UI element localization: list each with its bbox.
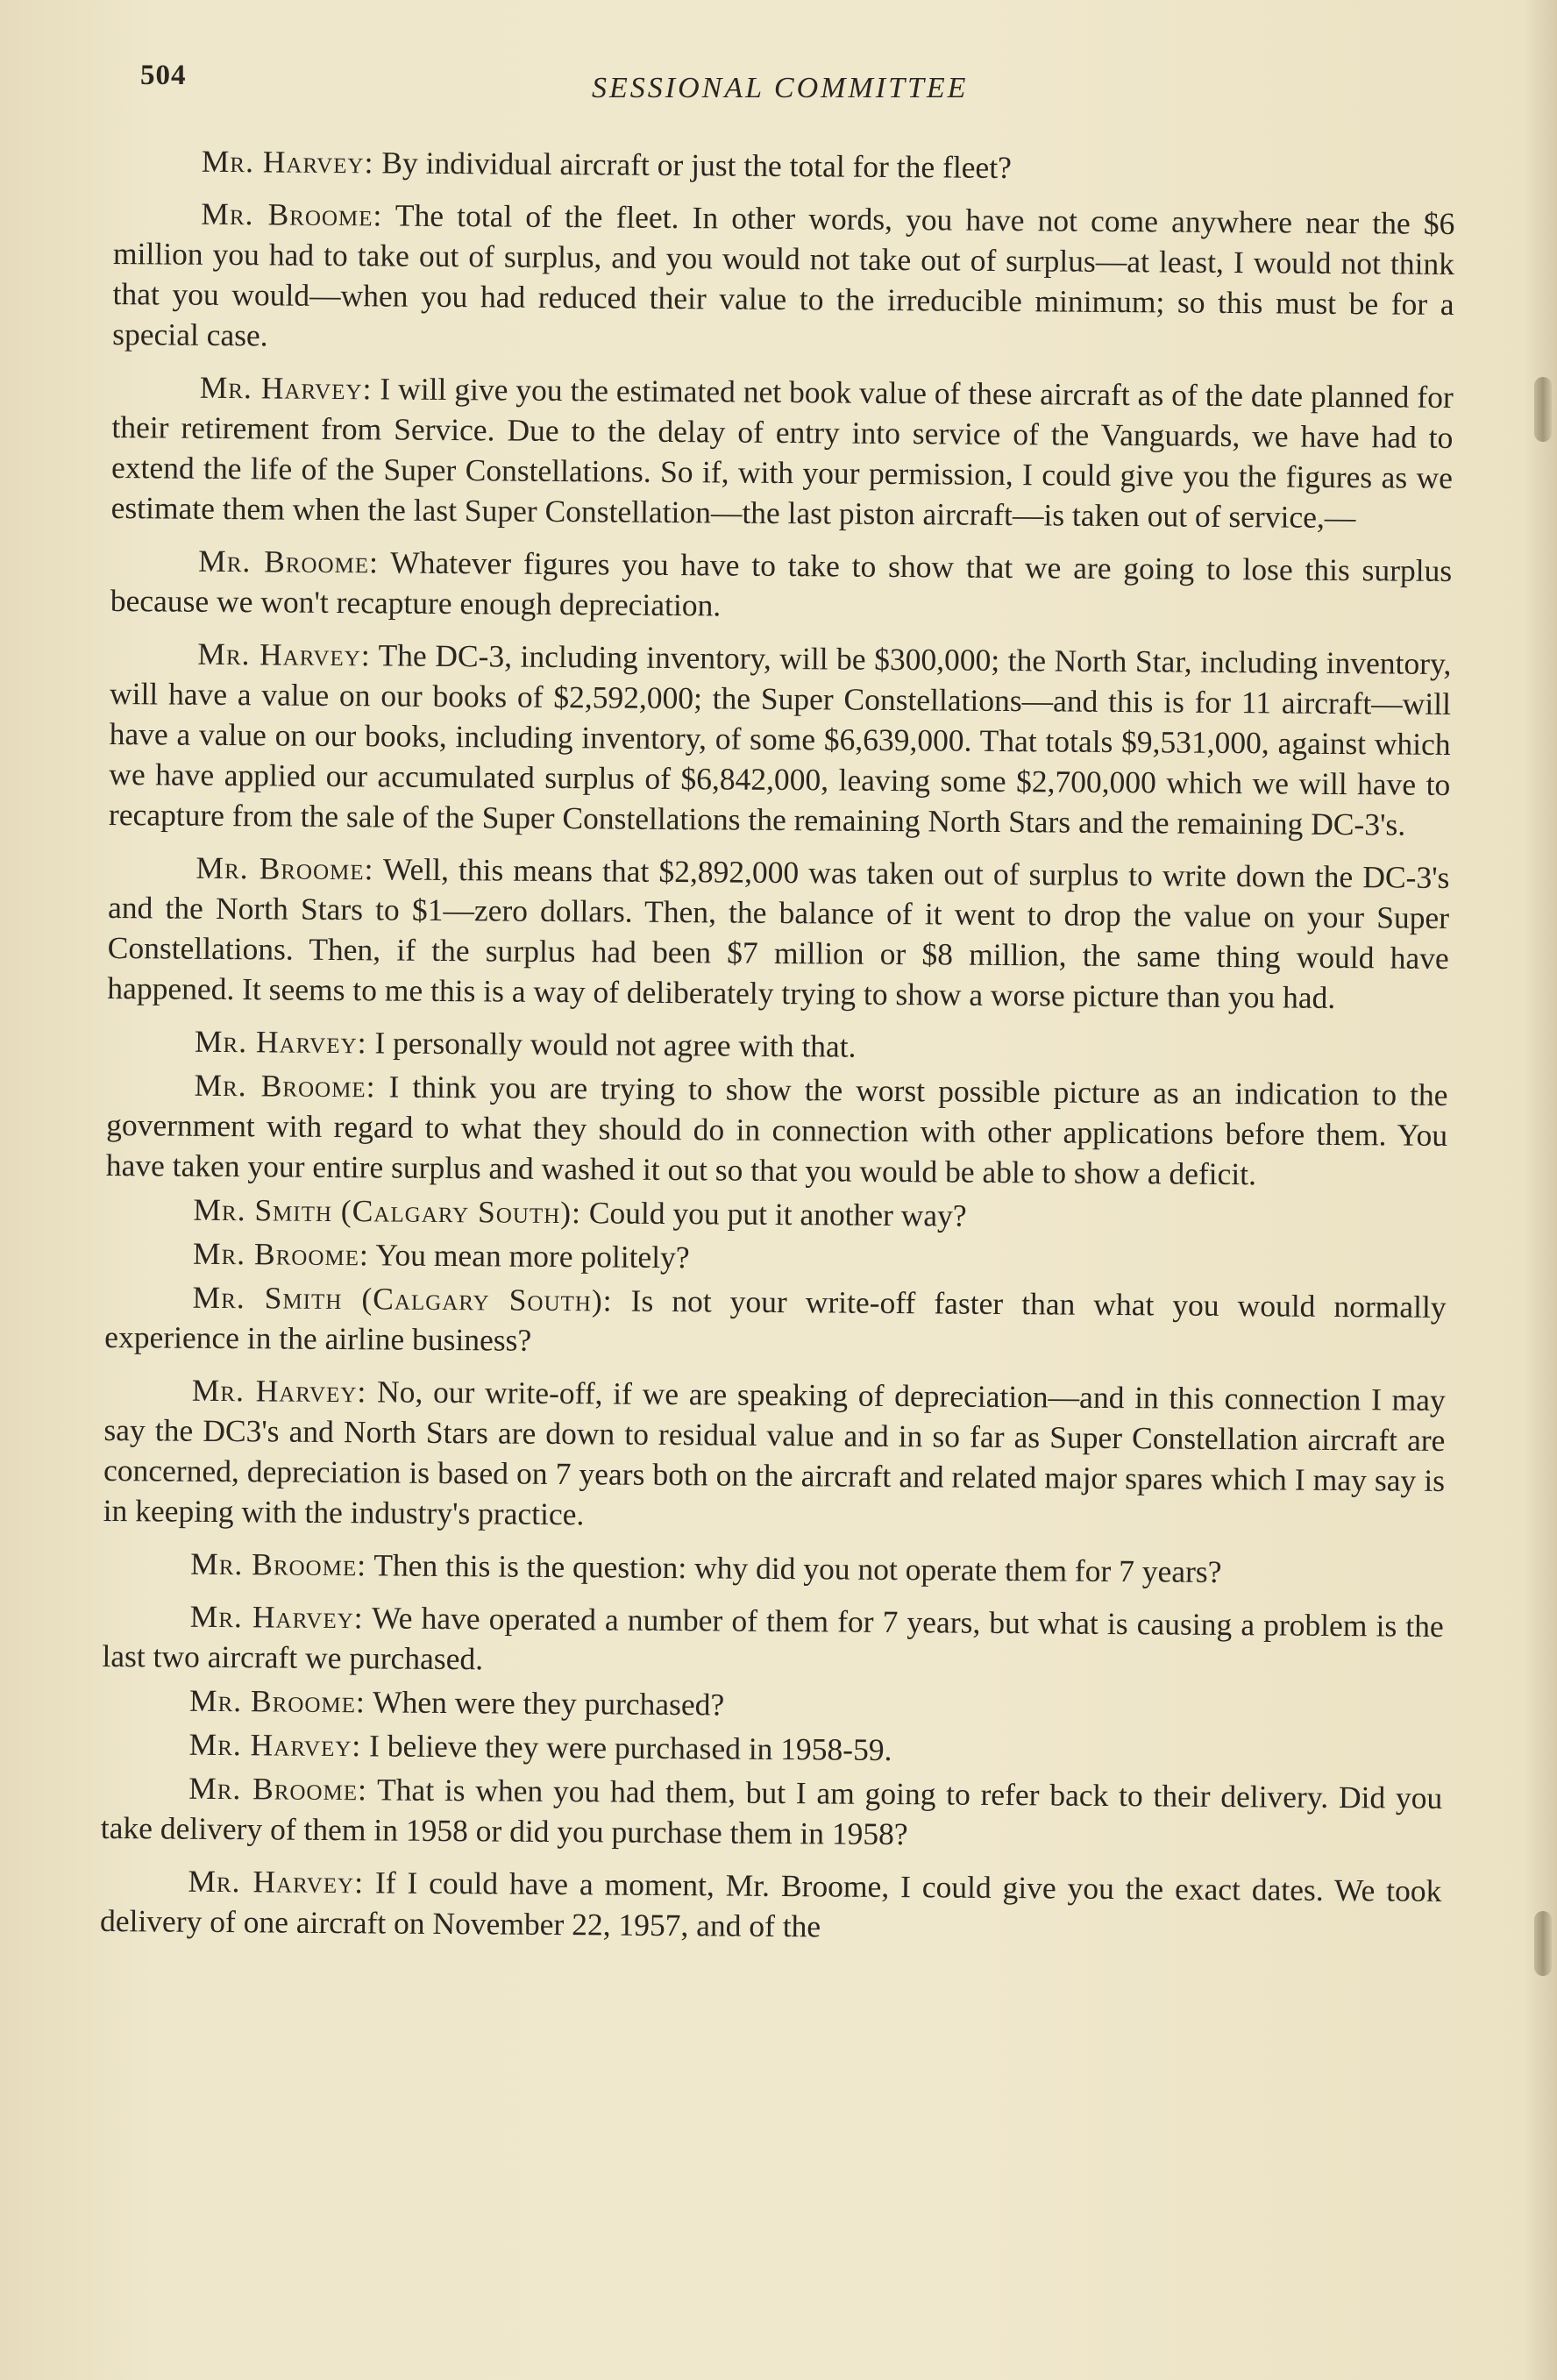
transcript-paragraph — [112, 193, 1454, 365]
paragraph-text: Then this is the question: why did you not operate them for 7 years? — [373, 1547, 1222, 1589]
paragraph-text: Could you put it another way? — [588, 1195, 967, 1233]
transcript-paragraph — [105, 1189, 1447, 1240]
speaker-name: Mr. Broome: — [201, 195, 383, 233]
paragraph-text: The DC-3, including inventory, will be $300,000; the North Star, including inventory, will have a value on our books of $2,592,000; the Super Constellations—and this is for 11 aircraft—will have a value on our books, including inventory, of some $6,639,000. That totals $9,531,000, against which we have applied our accumulated surplus of $6,842,000, leaving some $2,700,000 which we will have to recapture from the sale of the Super Constellations the remaining North Stars and the remaining DC-3's. — [108, 637, 1452, 842]
transcript-paragraph — [105, 1233, 1447, 1283]
speaker-name: Mr. Harvey: — [199, 369, 373, 407]
transcript-paragraph — [102, 1680, 1443, 1730]
paragraph-text: No, our write-off, if we are speaking of depreciation—and in this connection I may say the DC3's and North Stars are down to residual value and in so far as Super Constellation aircraft are concerned, depreciation is based on 7 years both on the aircraft and related major spares which I may say is in keeping with the industry's practice. — [103, 1374, 1446, 1532]
speaker-name: Mr. Broome: — [196, 849, 374, 887]
transcript-paragraph — [111, 366, 1454, 538]
speaker-name: Mr. Harvey: — [188, 1863, 365, 1900]
paragraph-text: I think you are trying to show the worst possible picture as an indication to the government with regard to what they should do in connection with other applications before them. You have taken your entire surplus and washed it out so that you would be able to show a deficit. — [105, 1069, 1448, 1192]
transcript-paragraph — [109, 633, 1452, 845]
speaker-name: Mr. Harvey: — [188, 1726, 362, 1764]
paragraph-text: If I could have a moment, Mr. Broome, I could give you the exact dates. We took delivery of one aircraft on November 22, 1957, and of the — [99, 1865, 1442, 1944]
transcript-paragraph — [101, 1767, 1443, 1858]
transcript-body — [100, 140, 1455, 1964]
running-head: SESSIONAL COMMITTEE — [592, 72, 969, 104]
speaker-name: Mr. Smith (Calgary South): — [193, 1191, 582, 1231]
transcript-paragraph — [106, 1064, 1448, 1196]
page-header — [140, 60, 1473, 112]
speaker-name: Mr. Harvey: — [201, 143, 374, 181]
speaker-name: Mr. Harvey: — [189, 1598, 364, 1636]
paragraph-text: Whatever figures you have to take to show that we are going to lose this surplus because we won't recapture enough depreciation. — [110, 544, 1453, 623]
speaker-name: Mr. Smith (Calgary South): — [192, 1279, 613, 1318]
paragraph-text: I believe they were purchased in 1958-59. — [368, 1728, 892, 1768]
binding-edge-shadow — [1524, 0, 1557, 2380]
transcript-paragraph — [107, 847, 1449, 1019]
speaker-name: Mr. Harvey: — [197, 636, 371, 673]
binder-ring — [1534, 377, 1552, 442]
paragraph-text: I will give you the estimated net book value of these aircraft as of the date planned for their retirement from Service. Due to the delay of entry into service of the Vanguards, we have had to extend the life of the Super Constellations. So if, with your permission, I could give you the figures as we estimate them when the last Super Constellation—the last piston aircraft—is taken out of service,— — [110, 371, 1454, 536]
paragraph-text: That is when you had them, but I am going to refer back to their delivery. Did you take delivery of them in 1958 or did you purchase them in 1958? — [100, 1772, 1443, 1852]
transcript-paragraph — [107, 1020, 1448, 1071]
paragraph-text: When were they purchased? — [372, 1684, 725, 1723]
transcript-paragraph — [101, 1723, 1442, 1774]
transcript-paragraph — [103, 1369, 1446, 1541]
speaker-name: Mr. Broome: — [188, 1682, 366, 1720]
paragraph-text: We have operated a number of them for 7 years, but what is causing a problem is the last two aircraft we purchased. — [102, 1600, 1444, 1677]
paragraph-text: Is not your write-off faster than what you would normally experience in the airline business? — [104, 1282, 1447, 1358]
paragraph-text: Well, this means that $2,892,000 was taken out of surplus to write down the DC-3's and the North Stars to $1—zero dollars. Then, the balance of it went to drop the value on your Super Constellations. Then, if the surplus had been $7 million or $8 million, the same thing would have happened. It seems to me this is a way of deliberately trying to show a worse picture than you had. — [107, 851, 1450, 1015]
transcript-paragraph — [102, 1595, 1444, 1687]
speaker-name: Mr. Harvey: — [191, 1372, 367, 1410]
transcript-paragraph — [114, 140, 1455, 191]
speaker-name: Mr. Broome: — [192, 1235, 370, 1273]
transcript-paragraph — [104, 1276, 1447, 1368]
transcript-paragraph — [103, 1543, 1444, 1594]
speaker-name: Mr. Harvey: — [194, 1023, 367, 1061]
speaker-name: Mr. Broome: — [194, 1067, 376, 1105]
speaker-name: Mr. Broome: — [190, 1545, 367, 1583]
speaker-name: Mr. Broome: — [188, 1770, 368, 1808]
paragraph-text: I personally would not agree with that. — [374, 1025, 857, 1064]
speaker-name: Mr. Broome: — [198, 543, 380, 580]
paragraph-text: By individual aircraft or just the total for the fleet? — [381, 145, 1013, 186]
binder-ring — [1534, 1911, 1552, 1976]
transcript-paragraph — [110, 540, 1453, 631]
page-number: 504 — [140, 60, 187, 91]
paragraph-text: The total of the fleet. In other words, you have not come anywhere near the $6 million you had to take out of surplus, and you would not take out of surplus—at least, I would not think that you would—when you had reduced their value to the irreducible minimum; so this must be for a special case. — [112, 197, 1455, 353]
paragraph-text: You mean more politely? — [375, 1237, 690, 1275]
transcript-paragraph — [100, 1860, 1442, 1951]
